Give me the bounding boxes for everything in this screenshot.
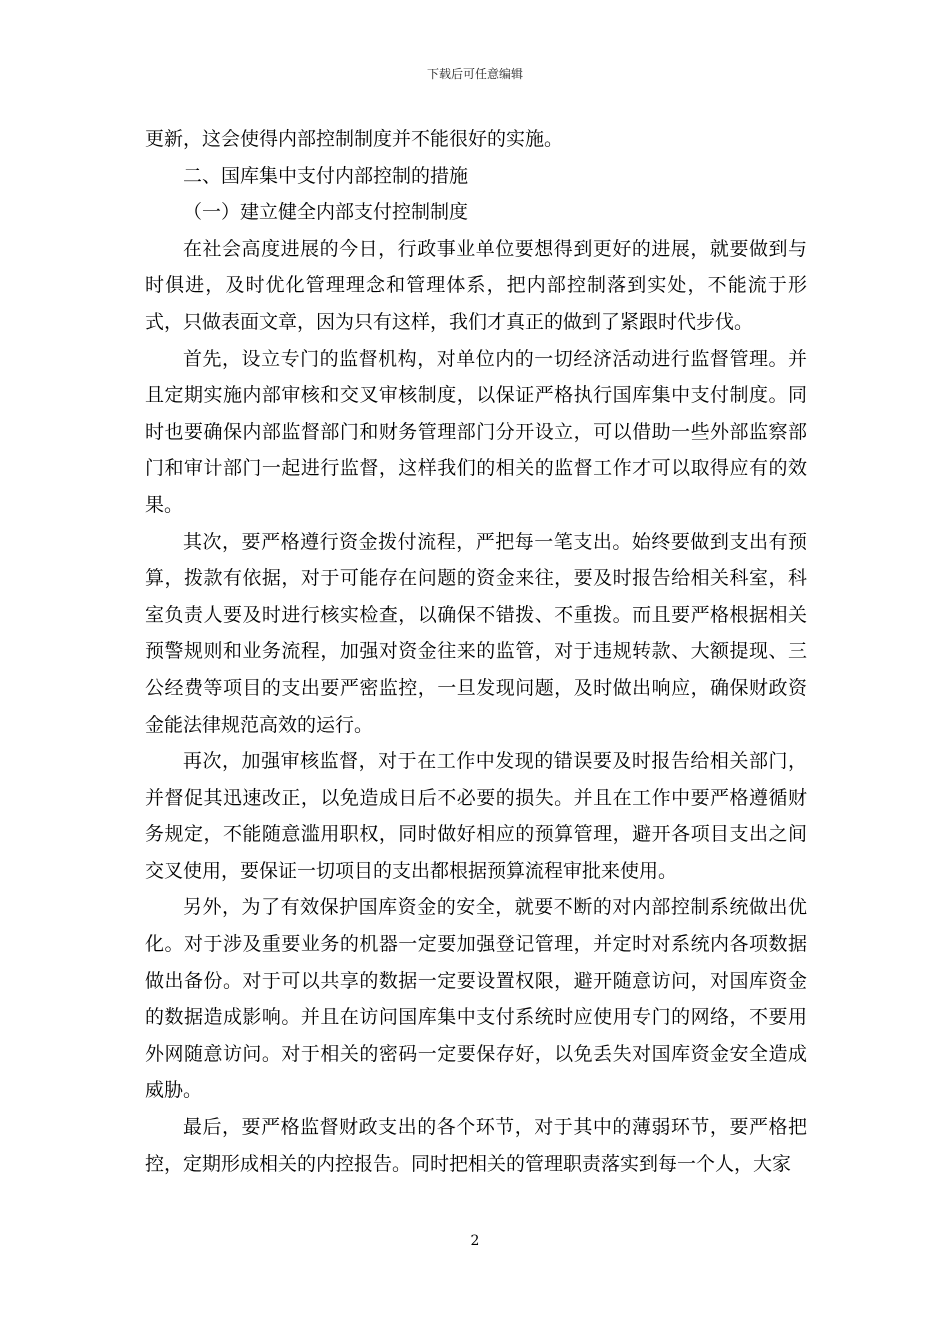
page-number: 2 [470,1233,480,1249]
subsection-heading: （一）建立健全内部支付控制制度 [183,201,469,224]
paragraph: 再次，加强审核监督，对于在工作中发现的错误要及时报告给相关部门，并督促其迅速改正，以免造成日后不必要的损失。并且在工作中要严格遵循财务规定，不能随意滥用职权，同时做好相应的预算管理，避开各项目支出之间交叉使用，要保证一切项目的支出都根据预算流程审批来使用。 [145,750,807,882]
section-heading: 二、国库集中支付内部控制的措施 [183,164,469,187]
paragraph: 另外，为了有效保护国库资金的安全，就要不断的对内部控制系统做出优化。对于涉及重要业务的机器一定要加强登记管理，并定时对系统内各项数据做出备份。对于可以共享的数据一定要设置权限，避开随意访问，对国库资金的数据造成影响。并且在访问国库集中支付系统时应使用专门的网络，不要用外网随意访问。对于相关的密码一定要保存好，以免丢失对国库资金安全造成威胁。 [145,896,807,1102]
page-header: 下载后可任意编辑 [426,67,523,81]
paragraph: 在社会高度进展的今日，行政事业单位要想得到更好的进展，就要做到与时俱进，及时优化管理理念和管理体系，把内部控制落到实处，不能流于形式，只做表面文章，因为只有这样，我们才真正的做到了紧跟时代步伐。 [145,237,807,333]
paragraph: 首先，设立专门的监督机构，对单位内的一切经济活动进行监督管理。并且定期实施内部审核和交叉审核制度，以保证严格执行国库集中支付制度。同时也要确保内部监督部门和财务管理部门分开设立，可以借助一些外部监察部门和审计部门一起进行监督，这样我们的相关的监督工作才可以取得应有的效果。 [145,347,807,516]
paragraph: 最后，要严格监督财政支出的各个环节，对于其中的薄弱环节，要严格把控，定期形成相关的内控报告。同时把相关的管理职责落实到每一个人，大家 [145,1116,807,1175]
paragraph: 其次，要严格遵行资金拨付流程，严把每一笔支出。始终要做到支出有预算，拨款有依据，对于可能存在问题的资金来往，要及时报告给相关科室，科室负责人要及时进行核实检查，以确保不错拨、不重拨。而且要严格根据相关预警规则和业务流程，加强对资金往来的监管，对于违规转款、大额提现、三公经费等项目的支出要严密监控，一旦发现问题，及时做出响应，确保财政资金能法律规范高效的运行。 [145,530,807,736]
paragraph-continuation: 更新，这会使得内部控制制度并不能很好的实施。 [145,128,564,150]
document-body [145,121,807,1182]
